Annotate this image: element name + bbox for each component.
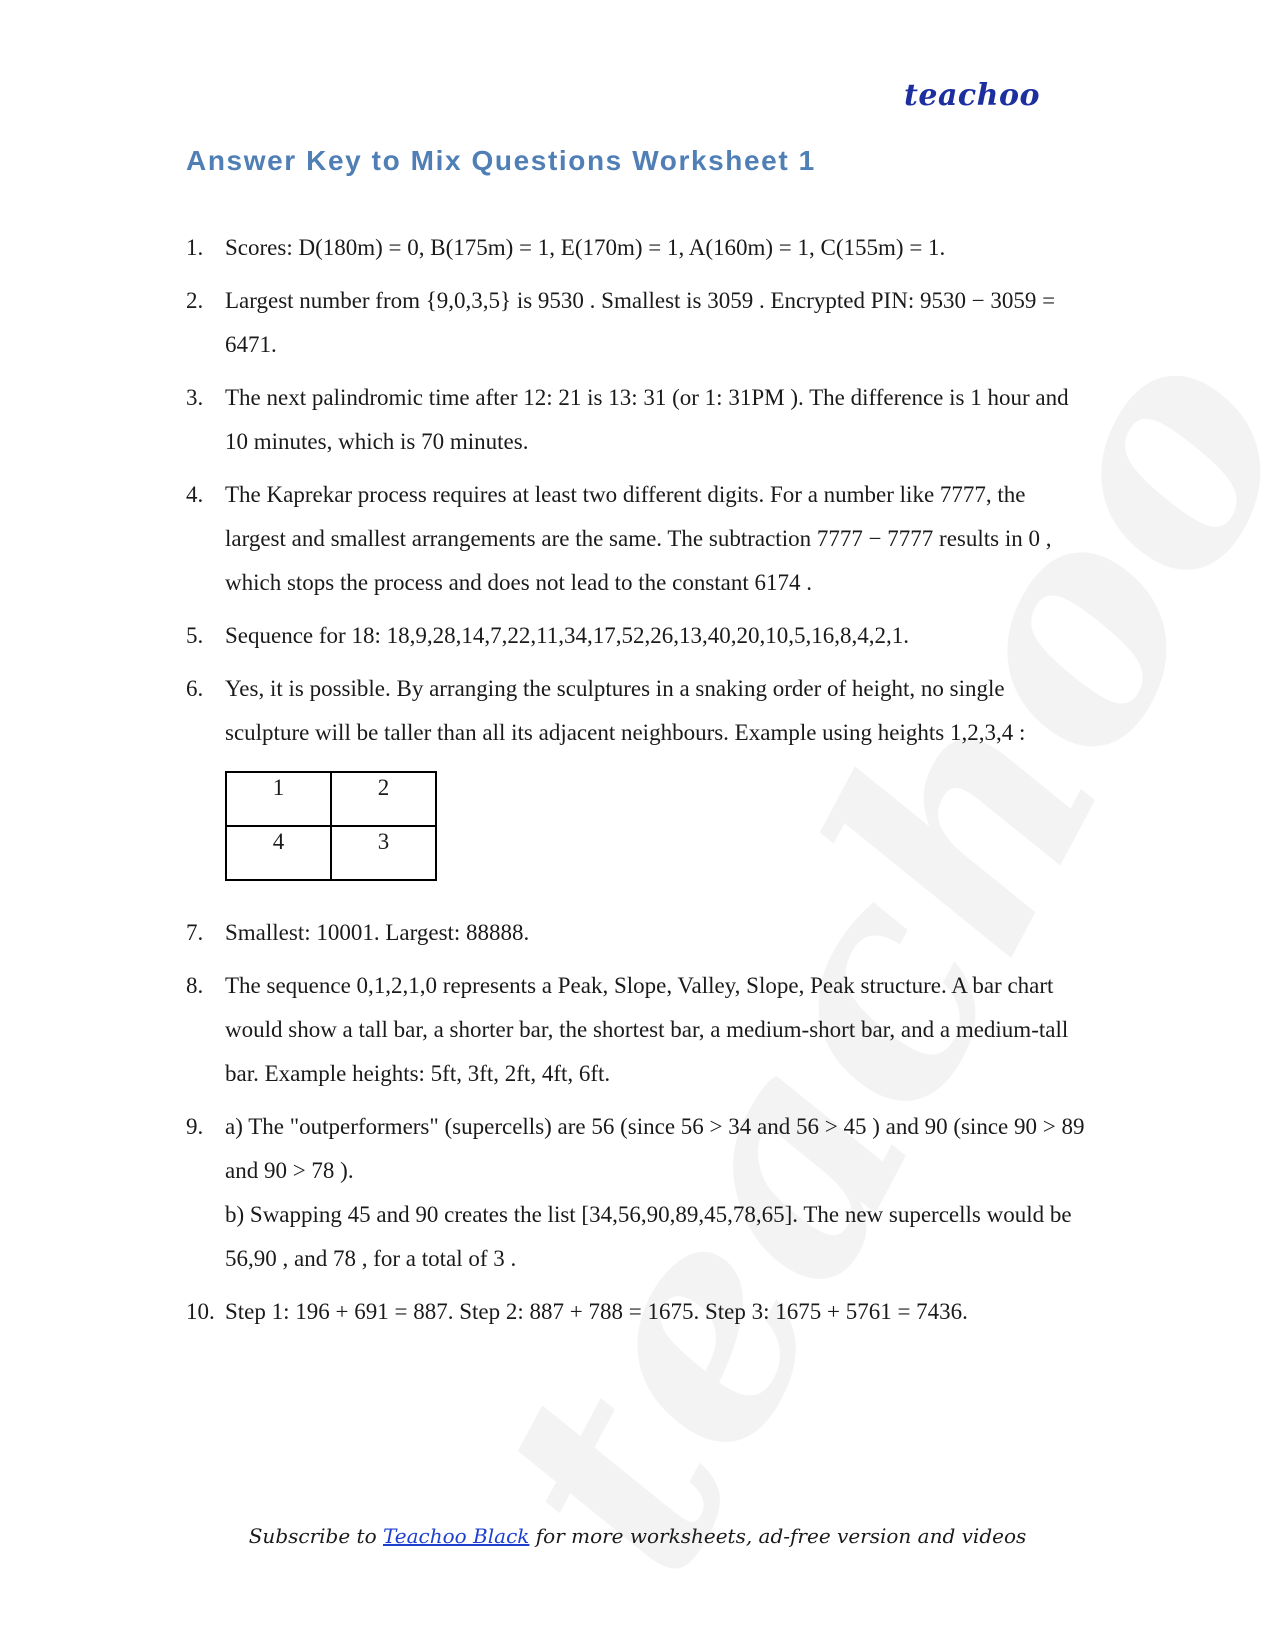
answer-item bbox=[186, 1290, 1086, 1334]
teachoo-black-link[interactable]: Teachoo Black bbox=[382, 1524, 530, 1548]
item-number: 3. bbox=[186, 385, 204, 410]
item-number: 5. bbox=[186, 623, 204, 648]
answer-text: The sequence 0,1,2,1,0 represents a Peak, Slope, Valley, Slope, Peak structure. A bar chart would show a tall bar, a shorter bar, the shortest bar, a medium-short bar, and a medium-tall bar. Example heights: 5ft, 3ft, 2ft, 4ft, 6ft. bbox=[225, 973, 1069, 1086]
grid-cell: 1 bbox=[226, 772, 331, 826]
height-grid bbox=[225, 771, 437, 881]
answer-text-a: a) The "outperformers" (supercells) are 56 (since 56 > 34 and 56 > 45 ) and 90 (since 90 > 89 and 90 > 78 ). bbox=[225, 1114, 1085, 1183]
item-number: 10. bbox=[186, 1299, 215, 1324]
answer-item bbox=[186, 911, 1086, 955]
item-number: 1. bbox=[186, 235, 204, 260]
answer-item bbox=[186, 667, 1086, 881]
answer-list bbox=[186, 226, 1086, 1334]
answer-text: Smallest: 10001. Largest: 88888. bbox=[225, 920, 530, 945]
answer-text: The next palindromic time after 12: 21 is 13: 31 (or 1: 31PM ). The difference is 1 hour and 10 minutes, which is 70 minutes. bbox=[225, 385, 1069, 454]
answer-text-b: b) Swapping 45 and 90 creates the list [34,56,90,89,45,78,65]. The new supercells would be 56,90 , and 78 , for a total of 3 . bbox=[225, 1202, 1072, 1271]
footer-suffix: for more worksheets, ad-free version and videos bbox=[529, 1524, 1027, 1548]
answer-text: Scores: D(180m) = 0, B(175m) = 1, E(170m) = 1, A(160m) = 1, C(155m) = 1. bbox=[225, 235, 946, 260]
item-number: 9. bbox=[186, 1114, 204, 1139]
item-number: 8. bbox=[186, 973, 204, 998]
answer-item bbox=[186, 226, 1086, 270]
answer-text: Yes, it is possible. By arranging the sculptures in a snaking order of height, no single sculpture will be taller than all its adjacent neighbours. Example using heights 1,2,3,4 : bbox=[225, 676, 1026, 745]
grid-cell: 3 bbox=[331, 826, 436, 880]
answer-item bbox=[186, 964, 1086, 1096]
footer-prefix: Subscribe to bbox=[248, 1524, 383, 1548]
answer-item bbox=[186, 1105, 1086, 1281]
brand-logo: teachoo bbox=[904, 78, 1040, 113]
item-number: 6. bbox=[186, 676, 204, 701]
answer-item bbox=[186, 473, 1086, 605]
item-number: 4. bbox=[186, 482, 204, 507]
answer-item bbox=[186, 614, 1086, 658]
grid-cell: 4 bbox=[226, 826, 331, 880]
answer-text: Step 1: 196 + 691 = 887. Step 2: 887 + 788 = 1675. Step 3: 1675 + 5761 = 7436. bbox=[225, 1299, 968, 1324]
answer-text: Largest number from {9,0,3,5} is 9530 . Smallest is 3059 . Encrypted PIN: 9530 − 3059 = 6471. bbox=[225, 288, 1056, 357]
answer-text: Sequence for 18: 18,9,28,14,7,22,11,34,17,52,26,13,40,20,10,5,16,8,4,2,1. bbox=[225, 623, 909, 648]
answer-item bbox=[186, 376, 1086, 464]
grid-cell: 2 bbox=[331, 772, 436, 826]
item-number: 2. bbox=[186, 288, 204, 313]
footer bbox=[0, 1524, 1275, 1548]
answer-item bbox=[186, 279, 1086, 367]
answer-text: The Kaprekar process requires at least two different digits. For a number like 7777, the largest and smallest arrangements are the same. The subtraction 7777 − 7777 results in 0 , which stops the process and does not lead to the constant 6174 . bbox=[225, 482, 1052, 595]
item-number: 7. bbox=[186, 920, 204, 945]
page-title: Answer Key to Mix Questions Worksheet 1 bbox=[186, 145, 816, 176]
